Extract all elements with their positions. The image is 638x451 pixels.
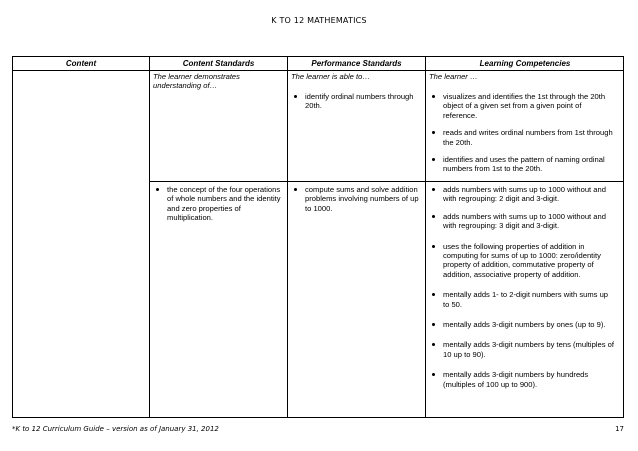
performance-list-row1: [291, 92, 419, 111]
list-item: identify ordinal numbers through 20th.: [291, 92, 419, 111]
list-item: compute sums and solve addition problems involving numbers of up to 1000.: [291, 185, 419, 213]
list-item: uses the following properties of addition in computing for sums of up to 1000: zero/identity property of addition, commutative property of addition, associative property of addition.: [429, 242, 615, 280]
column-divider: [425, 57, 426, 417]
bullet-icon: [432, 343, 435, 346]
list-item: reads and writes ordinal numbers from 1st through the 20th.: [429, 128, 615, 147]
bullet-icon: [432, 215, 435, 218]
page-number: 17: [615, 425, 624, 433]
footer-version: *K to 12 Curriculum Guide – version as of January 31, 2012: [12, 425, 219, 433]
list-item: mentally adds 3-digit numbers by ones (up to 9).: [429, 320, 615, 329]
performance-standards-intro: The learner is able to…: [291, 72, 370, 81]
column-divider: [287, 57, 288, 417]
content-standards-intro: The learner demonstrates understanding of…: [153, 72, 240, 91]
header-row-divider: [13, 70, 623, 71]
bullet-icon: [432, 245, 435, 248]
column-header-learning-competencies: Learning Competencies: [479, 59, 571, 68]
column-header-content-standards: Content Standards: [182, 59, 255, 68]
list-item: adds numbers with sums up to 1000 without and with regrouping: 2 digit and 3-digit.: [429, 185, 615, 204]
bullet-icon: [432, 293, 435, 296]
bullet-icon: [432, 373, 435, 376]
bullet-icon: [156, 188, 159, 191]
curriculum-table: [12, 56, 624, 418]
list-item: visualizes and identifies the 1st through the 20th object of a given set from a given point of reference.: [429, 92, 615, 120]
list-item: mentally adds 1- to 2-digit numbers with sums up to 50.: [429, 290, 615, 309]
bullet-icon: [294, 95, 297, 98]
list-item: mentally adds 3-digit numbers by hundreds (multiples of 100 up to 900).: [429, 370, 615, 389]
column-header-content: Content: [65, 59, 97, 68]
list-item: mentally adds 3-digit numbers by tens (multiples of 10 up to 90).: [429, 340, 615, 359]
bullet-icon: [432, 188, 435, 191]
competencies-list-row1: [429, 92, 615, 174]
bullet-icon: [432, 323, 435, 326]
bullet-icon: [432, 131, 435, 134]
page-header: K TO 12 MATHEMATICS: [271, 16, 367, 25]
bullet-icon: [432, 95, 435, 98]
list-item: the concept of the four operations of whole numbers and the identity and zero properties of multiplication.: [153, 185, 281, 223]
bullet-icon: [294, 188, 297, 191]
row-divider: [149, 181, 623, 182]
learning-competencies-intro: The learner …: [429, 72, 478, 81]
competencies-list-row2: [429, 185, 615, 389]
performance-list-row2: [291, 185, 419, 213]
list-item: identifies and uses the pattern of naming ordinal numbers from 1st to the 20th.: [429, 155, 615, 174]
list-item: adds numbers with sums up to 1000 without and with regrouping: 3 digit and 3-digit.: [429, 212, 615, 231]
bullet-icon: [432, 158, 435, 161]
column-divider: [149, 57, 150, 417]
content-standards-list-row2: [153, 185, 281, 223]
column-header-performance-standards: Performance Standards: [311, 59, 402, 68]
page-footer: [12, 425, 624, 433]
